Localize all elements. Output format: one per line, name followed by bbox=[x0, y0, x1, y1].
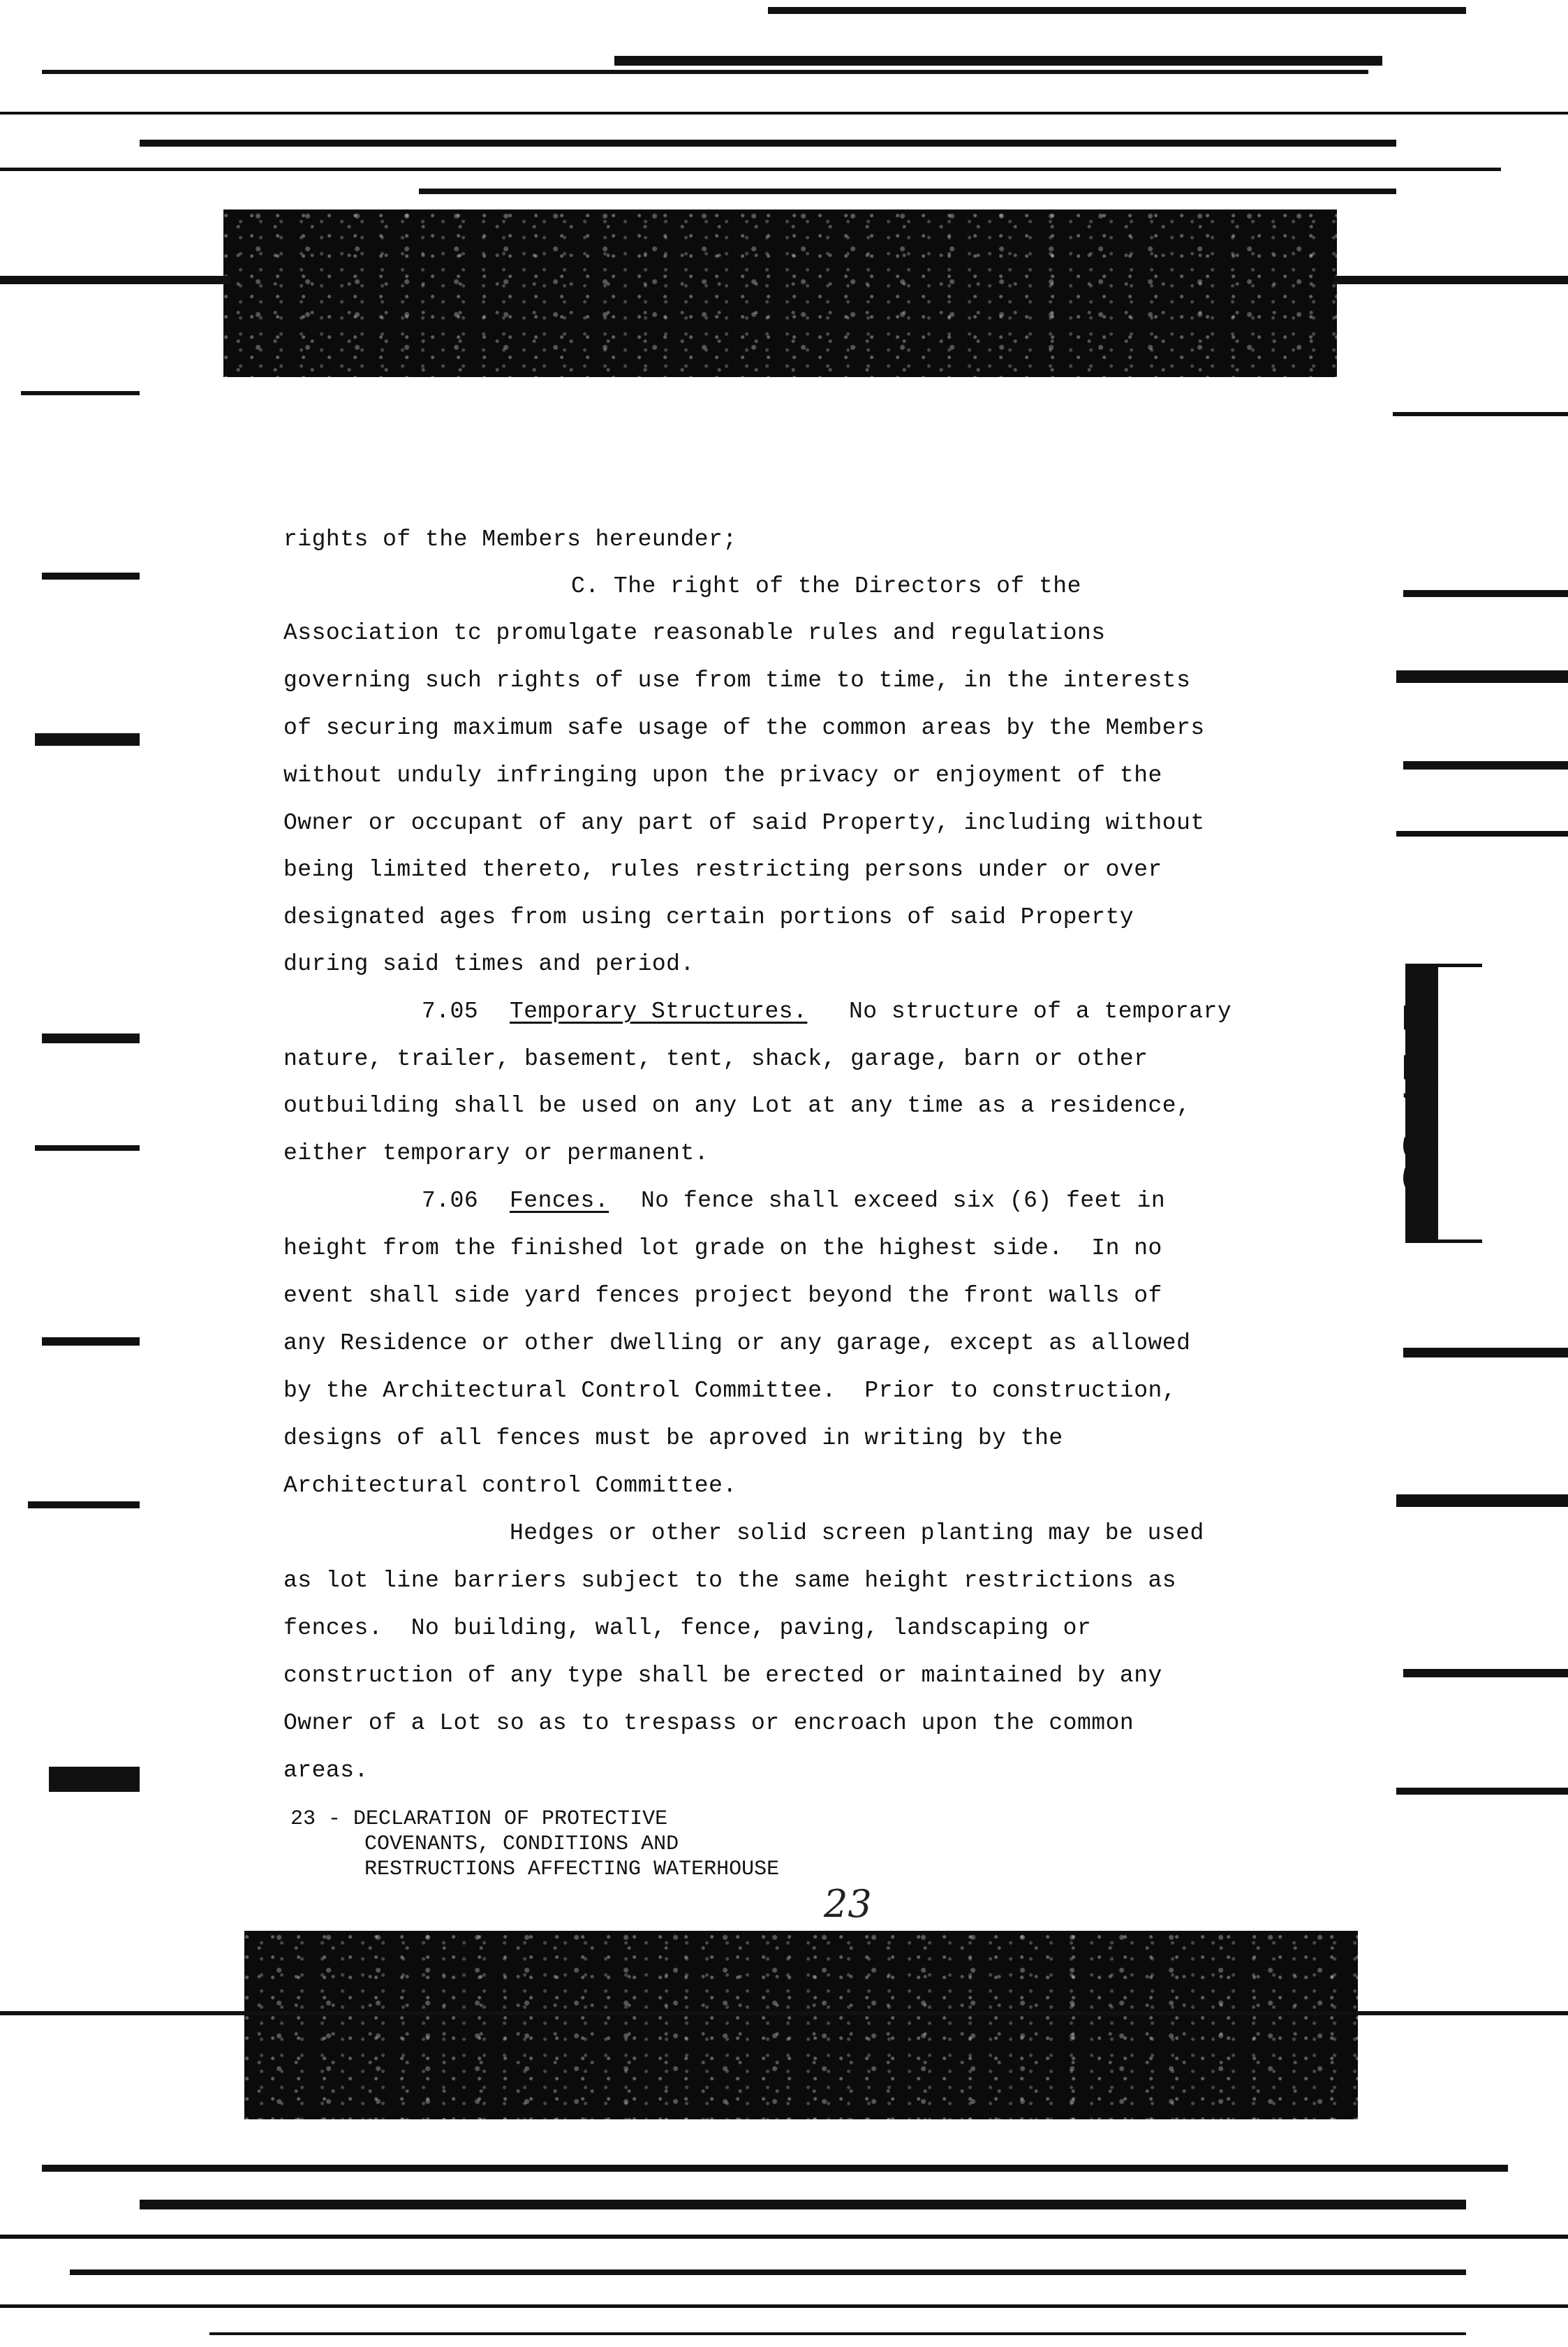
body-line: governing such rights of use from time to time, in the interests bbox=[283, 668, 1191, 693]
body-line: of securing maximum safe usage of the common areas by the Members bbox=[283, 715, 1205, 741]
scan-artifact bbox=[70, 2269, 1466, 2275]
scan-artifact bbox=[1396, 670, 1568, 683]
body-line: designs of all fences must be aproved in writing by the bbox=[283, 1425, 1063, 1451]
scan-artifact bbox=[49, 1767, 140, 1792]
scan-artifact bbox=[42, 1337, 140, 1346]
body-line: during said times and period. bbox=[283, 951, 695, 977]
margin-stamp-paper bbox=[1438, 967, 1504, 1239]
section-number: 7.06 bbox=[422, 1188, 479, 1214]
scan-artifact bbox=[1396, 1788, 1568, 1795]
scan-artifact bbox=[21, 391, 140, 395]
body-line: any Residence or other dwelling or any garage, except as allowed bbox=[283, 1330, 1191, 1356]
scan-artifact bbox=[28, 1501, 140, 1508]
margin-date-stamp: 2-27-95 bbox=[1393, 1006, 1445, 1198]
body-line: C. The right of the Directors of the bbox=[571, 573, 1081, 599]
footer-title-line: COVENANTS, CONDITIONS AND bbox=[364, 1832, 679, 1856]
scan-dark-band-bottom bbox=[244, 1931, 1358, 2119]
body-line: fences. No building, wall, fence, paving, landscaping or bbox=[283, 1615, 1092, 1641]
scan-artifact bbox=[1403, 1348, 1568, 1358]
section-number: 7.05 bbox=[422, 999, 479, 1024]
body-line: height from the finished lot grade on the highest side. In no bbox=[283, 1235, 1162, 1261]
body-line: being limited thereto, rules restricting persons under or over bbox=[283, 857, 1162, 883]
scan-artifact bbox=[0, 112, 1568, 115]
scan-artifact bbox=[35, 1145, 140, 1151]
footer-title-line: RESTRUCTIONS AFFECTING WATERHOUSE bbox=[364, 1857, 780, 1881]
scan-artifact bbox=[35, 733, 140, 746]
scan-artifact bbox=[1393, 412, 1568, 416]
body-line: construction of any type shall be erected or maintained by any bbox=[283, 1663, 1162, 1688]
section-heading: Temporary Structures. bbox=[510, 999, 808, 1024]
scan-artifact bbox=[1403, 590, 1568, 597]
body-line: without unduly infringing upon the privacy or enjoyment of the bbox=[283, 763, 1162, 788]
body-line: by the Architectural Control Committee. Prior to construction, bbox=[283, 1378, 1177, 1404]
scan-artifact bbox=[1333, 276, 1568, 284]
footer-page-title: 23 - DECLARATION OF PROTECTIVE bbox=[290, 1807, 668, 1831]
scan-artifact bbox=[0, 2235, 1568, 2239]
scan-artifact bbox=[1403, 761, 1568, 770]
scan-artifact bbox=[140, 2200, 1466, 2209]
body-line: No fence shall exceed six (6) feet in bbox=[641, 1188, 1166, 1214]
body-line: Hedges or other solid screen planting may be used bbox=[510, 1520, 1204, 1546]
body-line: event shall side yard fences project beyond the front walls of bbox=[283, 1283, 1162, 1309]
scan-artifact bbox=[614, 56, 1382, 66]
scan-artifact bbox=[1403, 1669, 1568, 1677]
scan-artifact bbox=[1396, 1494, 1568, 1507]
scan-artifact bbox=[0, 276, 230, 284]
scan-artifact bbox=[0, 168, 1501, 171]
body-line: No structure of a temporary bbox=[849, 999, 1232, 1024]
scan-artifact bbox=[42, 2165, 1508, 2172]
scan-artifact bbox=[419, 189, 1396, 194]
body-line: Architectural control Committee. bbox=[283, 1473, 737, 1499]
scan-artifact bbox=[42, 70, 1368, 74]
body-line: outbuilding shall be used on any Lot at any time as a residence, bbox=[283, 1093, 1191, 1119]
scan-artifact bbox=[0, 2011, 1568, 2015]
scan-artifact bbox=[42, 1033, 140, 1043]
scan-artifact bbox=[1396, 831, 1568, 837]
scan-artifact bbox=[0, 2304, 1568, 2308]
body-line: rights of the Members hereunder; bbox=[283, 527, 737, 552]
body-line: Owner or occupant of any part of said Property, including without bbox=[283, 810, 1205, 836]
section-heading: Fences. bbox=[510, 1188, 609, 1214]
scan-artifact bbox=[140, 140, 1396, 147]
scan-artifact bbox=[209, 2332, 1466, 2335]
body-line: Association tc promulgate reasonable rules and regulations bbox=[283, 620, 1106, 646]
body-line: Owner of a Lot so as to trespass or encroach upon the common bbox=[283, 1710, 1134, 1736]
handwritten-page-number: 23 bbox=[824, 1882, 872, 1926]
scan-artifact bbox=[42, 573, 140, 580]
body-line: designated ages from using certain portions of said Property bbox=[283, 904, 1134, 930]
body-line: as lot line barriers subject to the same height restrictions as bbox=[283, 1568, 1177, 1594]
scan-dark-band-top bbox=[223, 209, 1337, 377]
scan-artifact bbox=[768, 7, 1466, 14]
body-line: areas. bbox=[283, 1758, 369, 1783]
body-line: either temporary or permanent. bbox=[283, 1140, 709, 1166]
body-line: nature, trailer, basement, tent, shack, garage, barn or other bbox=[283, 1046, 1148, 1072]
